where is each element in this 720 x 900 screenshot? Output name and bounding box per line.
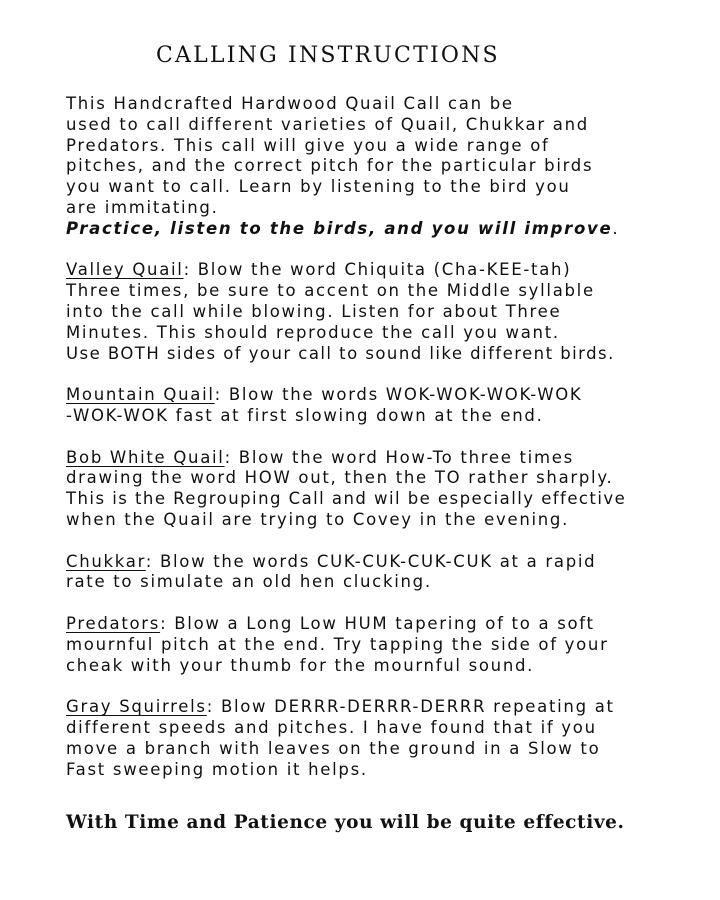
section-line: when the Quail are trying to Covey in the evening. (66, 509, 570, 529)
section-line: This is the Regrouping Call and wil be especially effective (66, 489, 627, 509)
section-first-line (66, 385, 706, 406)
page-title: CALLING INSTRUCTIONS (156, 43, 500, 68)
section-line: Three times, be sure to accent on the Middle syllable (66, 281, 595, 301)
section-gray-squirrels (66, 697, 706, 780)
section-heading: Predators (66, 613, 161, 633)
section-text: : Blow DERRR-DERRR-DERRR repeating at (206, 697, 615, 717)
section-valley-quail (66, 260, 706, 364)
section-line: Fast sweeping motion it helps. (66, 759, 368, 779)
section-heading: Chukkar (66, 551, 146, 571)
intro-line: you want to call. Learn by listening to the bird you (66, 177, 571, 197)
section-predators (66, 614, 706, 676)
intro-paragraph (66, 94, 706, 240)
section-bob-white-quail (66, 448, 706, 531)
section-text: : Blow the words WOK-WOK-WOK-WOK (214, 385, 583, 405)
paragraph-gap (66, 676, 706, 697)
section-heading: Gray Squirrels (66, 697, 207, 717)
section-heading: Mountain Quail (66, 385, 215, 405)
section-text: : Blow the word How-To three times (224, 447, 574, 467)
paragraph-gap (66, 240, 706, 261)
closing-statement: With Time and Patience you will be quite effective. (66, 812, 625, 833)
section-line: -WOK-WOK fast at first slowing down at the end. (66, 405, 544, 425)
section-line: different speeds and pitches. I have found that if you (66, 717, 597, 737)
paragraph-gap (66, 364, 706, 385)
section-first-line (66, 614, 706, 635)
paragraph-gap (66, 427, 706, 448)
paragraph-gap (66, 593, 706, 614)
section-chukkar (66, 552, 706, 594)
section-text: : Blow the words CUK-CUK-CUK-CUK at a rapid (145, 551, 597, 571)
section-heading: Valley Quail (66, 260, 184, 280)
section-first-line (66, 552, 706, 573)
paragraph-gap (66, 531, 706, 552)
intro-line: Predators. This call will give you a wide range of (66, 135, 550, 155)
section-first-line (66, 697, 706, 718)
section-line: Minutes. This should reproduce the call you want. (66, 322, 560, 342)
section-text: : Blow a Long Low HUM tapering of to a soft (160, 613, 595, 633)
intro-line: pitches, and the correct pitch for the particular birds (66, 156, 594, 176)
section-first-line (66, 448, 706, 469)
intro-line: used to call different varieties of Quail, Chukkar and (66, 114, 589, 134)
intro-emphasis-line (66, 219, 706, 240)
section-heading: Bob White Quail (66, 447, 225, 467)
section-line: into the call while blowing. Listen for about Three (66, 301, 562, 321)
section-line: move a branch with leaves on the ground in a Slow to (66, 738, 601, 758)
section-line: mournful pitch at the end. Try tapping the side of your (66, 634, 609, 654)
section-line: Use BOTH sides of your call to sound like different birds. (66, 343, 615, 363)
intro-line: are immitating. (66, 197, 219, 217)
section-text: : Blow the word Chiquita (Cha-KEE-tah) (183, 260, 572, 280)
section-line: drawing the word HOW out, then the TO rather sharply. (66, 468, 614, 488)
intro-line: This Handcrafted Hardwood Quail Call can be (66, 94, 514, 113)
section-mountain-quail (66, 385, 706, 427)
section-line: cheak with your thumb for the mournful sound. (66, 655, 535, 675)
section-first-line (66, 260, 706, 281)
section-line: rate to simulate an old hen clucking. (66, 572, 432, 592)
practice-emphasis: Practice, listen to the birds, and you will improve (66, 218, 613, 238)
instructions-body (66, 94, 706, 780)
practice-emphasis-end: . (612, 218, 620, 238)
